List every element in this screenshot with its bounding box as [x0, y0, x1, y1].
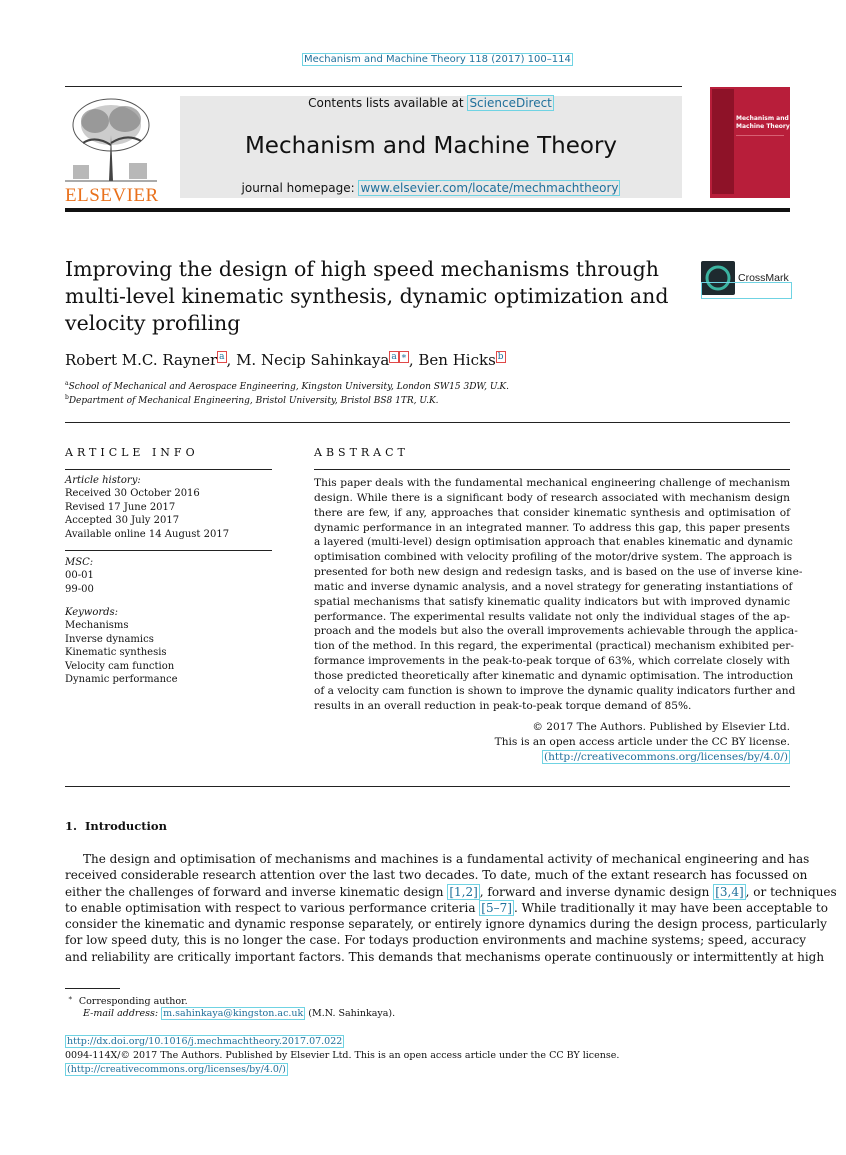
abstract-line: spatial mechanisms that satisfy kinematic quality indicators but with improved dynamic — [314, 595, 790, 608]
intro-line-2: received considerable research attention over the last two decades. To date, much of the extant research has focussed on — [65, 868, 808, 883]
abstract-line: presented for both new design and redesign tasks, and is based on the use of inverse kine- — [314, 566, 803, 579]
citation-ref-3-4[interactable]: [3,4] — [715, 884, 744, 899]
footnote-rule — [65, 988, 120, 989]
contents-line — [180, 96, 682, 110]
citation-ref-5-7[interactable]: [5–7] — [481, 900, 512, 915]
keywords-block — [65, 606, 178, 686]
crossmark-badge[interactable] — [701, 261, 791, 297]
abstract-line: proach and the models but also the overall improvements achievable through the applica- — [314, 625, 798, 638]
abstract-line: formance improvements in the peak-to-peak torque of 63%, which correlate closely with — [314, 655, 790, 668]
article-title-line-3: velocity profiling — [65, 311, 241, 335]
intro-line-1: The design and optimisation of mechanisms and machines is a fundamental activity of mechanical engineering and has — [83, 852, 810, 866]
affiliation-b-text: Department of Mechanical Engineering, Bristol University, Bristol BS8 1TR, U.K. — [68, 396, 439, 406]
abstract-heading: ABSTRACT — [314, 446, 409, 459]
abstract-line: those predicted theoretically after kinematic and dynamic optimisation. The introduction — [314, 669, 794, 682]
section-heading-introduction — [65, 819, 167, 833]
doi-link[interactable]: http://dx.doi.org/10.1016/j.mechmachtheory.2017.07.022 — [67, 1036, 343, 1047]
history-received: Received 30 October 2016 — [65, 488, 200, 500]
article-info-heading: ARTICLE INFO — [65, 446, 199, 459]
masthead-bottom-rule — [65, 208, 790, 212]
abstract-line: there are few, if any, approaches that consider kinematic synthesis and optimisation of — [314, 506, 790, 519]
abstract-line: dynamic performance in an integrated manner. To address this gap, this paper presents — [314, 521, 790, 534]
contents-prefix: Contents lists available at — [308, 96, 468, 110]
cover-title-line-1: Mechanism and — [736, 115, 789, 122]
intro-line-3-c: , or techniques — [745, 884, 837, 899]
email-link[interactable]: m.sahinkaya@kingston.ac.uk — [163, 1008, 304, 1019]
affiliation-a — [65, 380, 509, 392]
abstract-rule — [314, 469, 790, 470]
intro-line-3 — [65, 884, 837, 900]
corresponding-mark-link[interactable]: ∗ — [400, 352, 407, 362]
article-title — [65, 256, 668, 337]
abstract-license-block — [314, 720, 790, 765]
corresponding-author-mark — [399, 351, 409, 363]
affiliation-ref-a[interactable]: a — [219, 352, 225, 362]
footer-license-link[interactable]: (http://creativecommons.org/licenses/by/4.0/) — [67, 1064, 286, 1075]
abstract-line: design. While there is a significant body of research associated with mechanism design — [314, 491, 790, 504]
homepage-link[interactable]: www.elsevier.com/locate/mechmachtheory — [360, 181, 619, 195]
author-sahinkaya: M. Necip Sahinkaya — [236, 351, 390, 369]
page-footer — [65, 1035, 619, 1077]
footnote-email — [83, 1008, 395, 1019]
abstract-line: This paper deals with the fundamental mechanical engineering challenge of mechanism — [314, 477, 790, 489]
article-title-line-1: Improving the design of high speed mechanisms through — [65, 257, 659, 281]
intro-line-3-b: , forward and inverse dynamic design — [479, 884, 714, 899]
intro-line-5: consider the kinematic and dynamic response separately, or entirely ignore dynamics during the design process, particularly — [65, 917, 827, 932]
history-online: Available online 14 August 2017 — [65, 528, 230, 540]
journal-citation-link[interactable]: Mechanism and Machine Theory 118 (2017) 100–114 — [304, 54, 571, 65]
cover-title-line-2: Machine Theory — [736, 123, 790, 130]
msc-code-2: 99-00 — [65, 583, 94, 595]
keyword-5: Dynamic performance — [65, 674, 178, 686]
crossmark-label: CrossMark — [738, 272, 789, 284]
intro-line-6: for low speed duty, this is no longer the case. For todays production environments and machine systems; speed, accuracy — [65, 933, 806, 948]
author-list — [65, 351, 506, 369]
msc-block — [65, 556, 94, 596]
history-accepted: Accepted 30 July 2017 — [65, 515, 180, 527]
affiliation-b-mark: b — [65, 394, 69, 401]
affiliation-a-text: School of Mechanical and Aerospace Engineering, Kingston University, London SW15 3DW, U.K. — [68, 382, 510, 392]
keywords-label: Keywords: — [65, 607, 119, 618]
journal-cover-image — [710, 87, 790, 198]
homepage-line — [180, 181, 682, 195]
affiliation-ref-a-2[interactable]: a — [391, 352, 397, 362]
abstract-body — [314, 476, 803, 714]
affiliation-a-mark: a — [65, 380, 69, 387]
journal-title: Mechanism and Machine Theory — [244, 133, 618, 159]
msc-rule — [65, 550, 272, 551]
abstract-line: results in an overall reduction in peak-to-peak torque demand of 85%. — [314, 699, 692, 712]
article-title-line-2: multi-level kinematic synthesis, dynamic optimization and — [65, 284, 669, 308]
abstract-bottom-rule — [65, 786, 790, 787]
keyword-2: Inverse dynamics — [65, 633, 154, 645]
keyword-4: Velocity cam function — [65, 660, 175, 672]
section-title: Introduction — [85, 819, 167, 833]
section-number: 1. — [65, 819, 78, 833]
affiliation-ref-b[interactable]: b — [497, 352, 504, 362]
abstract-line: tion of the method. In this regard, the experimental (practical) mechanism exhibited per- — [314, 640, 794, 653]
author-separator-2: , — [408, 351, 419, 369]
issn-line: 0094-114X/© 2017 The Authors. Published by Elsevier Ltd. This is an open access article under the CC BY license. — [65, 1050, 620, 1061]
article-info-rule — [65, 469, 272, 470]
intro-line-4-b: . While traditionally it may have been acceptable to — [513, 900, 828, 915]
introduction-paragraph — [65, 851, 837, 965]
citation-ref-1-2[interactable]: [1,2] — [449, 884, 478, 899]
sciencedirect-link[interactable]: ScienceDirect — [469, 96, 552, 110]
header-rule — [65, 422, 790, 423]
intro-line-7: and reliability are critically important factors. This demands that mechanisms operate continuously or intermittently at high — [65, 949, 825, 964]
article-history — [65, 474, 272, 541]
author-separator-1: , — [226, 351, 237, 369]
homepage-prefix: journal homepage: — [241, 181, 359, 195]
masthead-top-rule — [65, 86, 682, 87]
keyword-3: Kinematic synthesis — [65, 647, 167, 659]
footnote-corresponding — [68, 994, 188, 1007]
elsevier-wordmark: ELSEVIER — [65, 185, 159, 206]
abstract-line: performance. The experimental results validate not only the individual stages of the ap- — [314, 610, 790, 623]
author-rayner: Robert M.C. Rayner — [65, 351, 218, 369]
affiliation-b — [65, 394, 439, 406]
abstract-line: of a velocity cam function is shown to improve the dynamic quality indicators further and — [314, 684, 796, 697]
email-suffix: (M.N. Sahinkaya). — [305, 1008, 396, 1019]
elsevier-tree-icon — [65, 95, 157, 183]
msc-code-1: 00-01 — [65, 570, 94, 582]
history-label: Article history: — [65, 475, 141, 486]
email-label: E-mail address: — [83, 1008, 159, 1019]
keyword-1: Mechanisms — [65, 620, 129, 632]
abstract-line: a layered (multi-level) design optimisation approach that enables kinematic and dynamic — [314, 536, 793, 549]
abstract-license-link[interactable]: (http://creativecommons.org/licenses/by/4.0/) — [543, 751, 788, 763]
abstract-license-text: This is an open access article under the CC BY license. — [494, 736, 790, 748]
abstract-copyright: © 2017 The Authors. Published by Elsevier Ltd. — [532, 721, 790, 733]
abstract-line: optimisation combined with velocity profiling of the motor/drive system. The approach is — [314, 551, 793, 564]
intro-line-4 — [65, 900, 828, 916]
cover-text-block — [736, 135, 784, 172]
footnote-mark: ∗ — [68, 994, 73, 1002]
intro-line-4-a: to enable optimisation with respect to various performance criteria — [65, 900, 480, 915]
elsevier-logo — [65, 95, 159, 206]
abstract-line: matic and inverse dynamic analysis, and a novel strategy for generating instantiations of — [314, 580, 793, 593]
msc-label: MSC: — [65, 557, 94, 568]
intro-line-3-a: either the challenges of forward and inverse kinematic design — [65, 884, 448, 899]
author-hicks: Ben Hicks — [418, 351, 496, 369]
history-revised: Revised 17 June 2017 — [65, 501, 176, 513]
footnote-corresponding-text: Corresponding author. — [78, 996, 188, 1008]
cover-side-strip — [712, 89, 734, 194]
